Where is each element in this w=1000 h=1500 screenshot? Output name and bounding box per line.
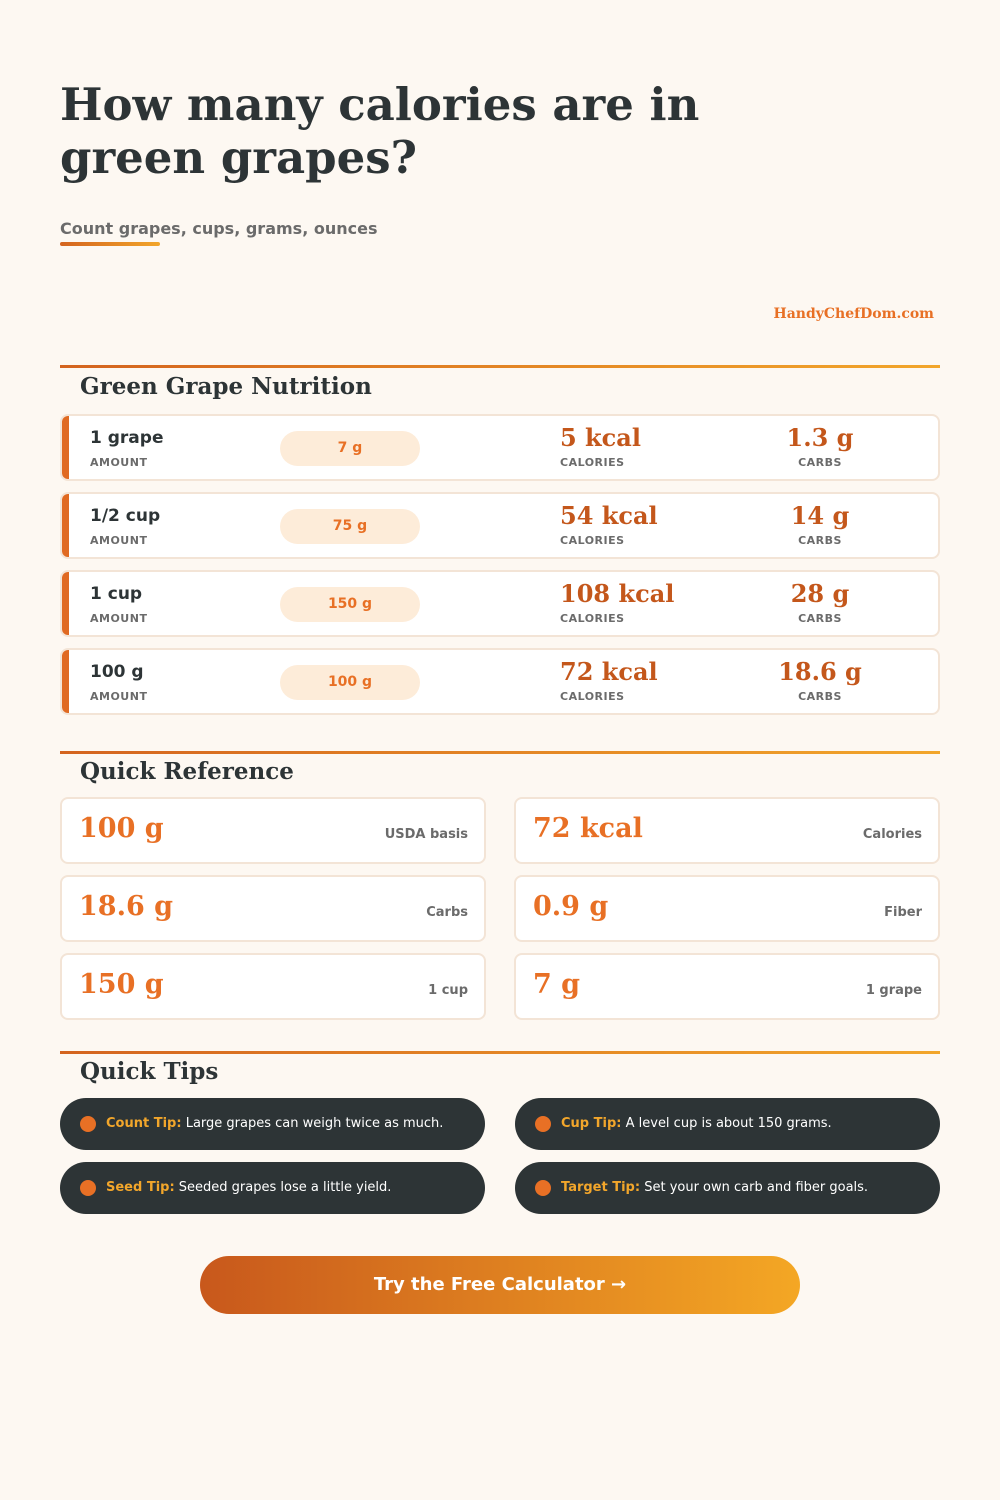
nutrition-row [60,570,940,637]
tip-body: Set your own carb and fiber goals. [644,1180,869,1195]
page-subtitle: Count grapes, cups, grams, ounces [60,219,378,238]
subtitle-underline [60,242,160,246]
row-accent-bar [62,650,69,713]
reference-value: 18.6 g [79,891,174,922]
tip-text [561,1116,832,1131]
reference-section-title: Quick Reference [80,758,294,785]
amount-value: 1/2 cup [90,506,161,526]
nutrition-row [60,414,940,481]
row-accent-bar [62,494,69,557]
carbs-value: 18.6 g [778,657,862,686]
page-title: How many calories are in green grapes? [60,78,700,184]
amount-value: 1 grape [90,428,164,448]
reference-value: 150 g [79,969,164,1000]
reference-value: 100 g [79,813,164,844]
carbs-label: CARBS [798,612,842,625]
section-divider [60,1051,940,1054]
reference-label: Calories [862,827,922,842]
brand-link[interactable]: HandyChefDom.com [773,306,934,322]
calories-label: CALORIES [560,612,625,625]
reference-card [60,797,486,864]
section-divider [60,365,940,368]
reference-label: Carbs [426,905,468,920]
carbs-value: 1.3 g [786,423,854,452]
calories-value: 5 kcal [560,423,641,452]
calories-value: 72 kcal [560,657,658,686]
reference-label: Fiber [884,905,922,920]
calories-label: CALORIES [560,690,625,703]
bullet-dot-icon [80,1116,96,1132]
calculator-cta-button[interactable]: Try the Free Calculator → [200,1256,800,1314]
tip-key: Cup Tip: [561,1116,622,1131]
calories-value: 108 kcal [560,579,675,608]
weight-pill: 7 g [280,431,420,466]
tip-key: Seed Tip: [106,1180,175,1195]
amount-label: AMOUNT [90,456,148,469]
reference-value: 72 kcal [533,813,643,844]
nutrition-section-title: Green Grape Nutrition [80,373,372,400]
reference-label: 1 cup [428,983,468,998]
nutrition-row [60,648,940,715]
tip-key: Count Tip: [106,1116,182,1131]
carbs-label: CARBS [798,456,842,469]
amount-label: AMOUNT [90,612,148,625]
row-accent-bar [62,572,69,635]
reference-card [514,797,940,864]
weight-pill: 75 g [280,509,420,544]
tip-text [106,1116,443,1131]
reference-card [60,875,486,942]
bullet-dot-icon [535,1116,551,1132]
tip-body: A level cup is about 150 grams. [625,1116,832,1131]
amount-label: AMOUNT [90,534,148,547]
tips-section-title: Quick Tips [80,1058,219,1085]
reference-card [514,953,940,1020]
calories-label: CALORIES [560,456,625,469]
calories-label: CALORIES [560,534,625,547]
reference-card [514,875,940,942]
tip-card [60,1162,485,1214]
row-accent-bar [62,416,69,479]
tip-text [561,1180,868,1195]
bullet-dot-icon [535,1180,551,1196]
carbs-label: CARBS [798,690,842,703]
tip-card [515,1162,940,1214]
reference-value: 0.9 g [533,891,609,922]
carbs-label: CARBS [798,534,842,547]
bullet-dot-icon [80,1180,96,1196]
reference-label: 1 grape [865,983,922,998]
tip-body: Large grapes can weigh twice as much. [185,1116,444,1131]
weight-pill: 150 g [280,587,420,622]
weight-pill: 100 g [280,665,420,700]
reference-card [60,953,486,1020]
section-divider [60,751,940,754]
tip-card [60,1098,485,1150]
tip-key: Target Tip: [561,1180,641,1195]
carbs-value: 14 g [790,501,850,530]
calories-value: 54 kcal [560,501,658,530]
reference-value: 7 g [533,969,581,1000]
amount-label: AMOUNT [90,690,148,703]
tip-card [515,1098,940,1150]
carbs-value: 28 g [790,579,850,608]
amount-value: 1 cup [90,584,143,604]
reference-label: USDA basis [384,827,468,842]
tip-text [106,1180,391,1195]
amount-value: 100 g [90,662,144,682]
nutrition-row [60,492,940,559]
tip-body: Seeded grapes lose a little yield. [178,1180,392,1195]
